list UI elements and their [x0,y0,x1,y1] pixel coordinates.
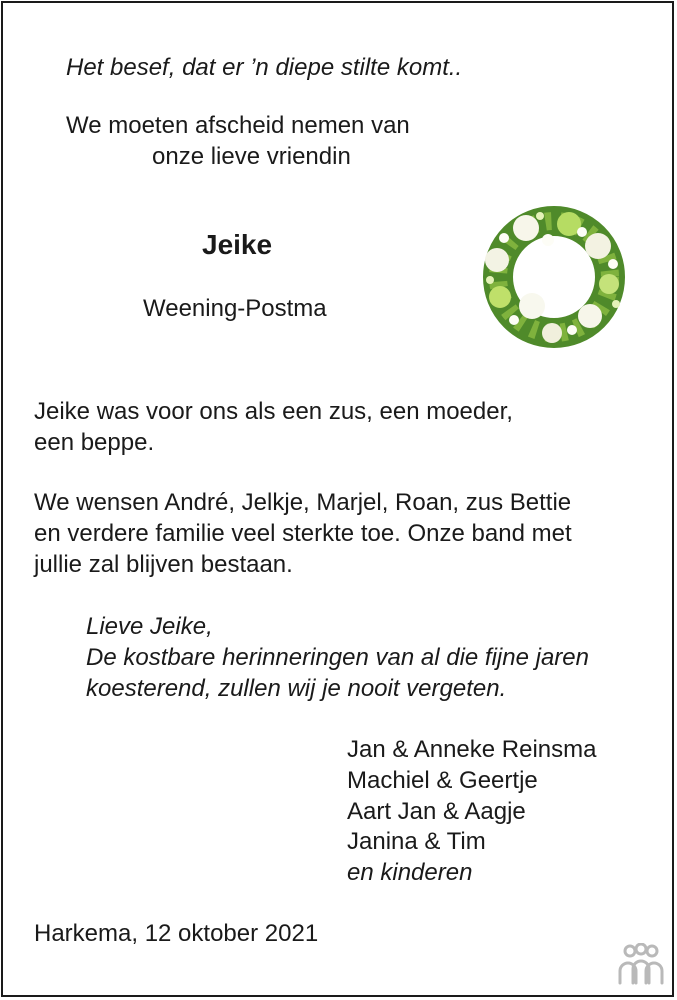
signatory-2: Machiel & Geertje [347,767,538,794]
flower-wreath-icon [478,202,630,352]
deceased-family-name: Weening-Postma [143,295,327,322]
signatory-3: Aart Jan & Aagje [347,798,526,825]
tribute-line-2: een beppe. [34,429,155,456]
tribute-line-1: Jeike was voor ons als een zus, een moeder, [34,398,513,425]
signatory-1: Jan & Anneke Reinsma [347,736,597,763]
signatories-suffix: en kinderen [347,859,473,886]
opening-line: Het besef, dat er ’n diepe stilte komt.. [66,54,463,81]
signatory-4: Janina & Tim [347,828,486,855]
message-line-1: De kostbare herinneringen van al die fijne jaren [86,644,589,671]
wishes-line-2: en verdere familie veel sterkte toe. Onze band met [34,520,572,547]
farewell-line-1: We moeten afscheid nemen van [66,112,410,139]
wishes-line-1: We wensen André, Jelkje, Marjel, Roan, zus Bettie [34,489,572,516]
family-people-icon [615,943,667,987]
deceased-first-name: Jeike [202,229,273,260]
wishes-line-3: jullie zal blijven bestaan. [34,551,293,578]
farewell-line-2: onze lieve vriendin [152,143,351,170]
place-and-date: Harkema, 12 oktober 2021 [34,920,319,947]
message-greeting: Lieve Jeike, [86,613,213,640]
message-line-2: koesterend, zullen wij je nooit vergeten. [86,675,507,702]
